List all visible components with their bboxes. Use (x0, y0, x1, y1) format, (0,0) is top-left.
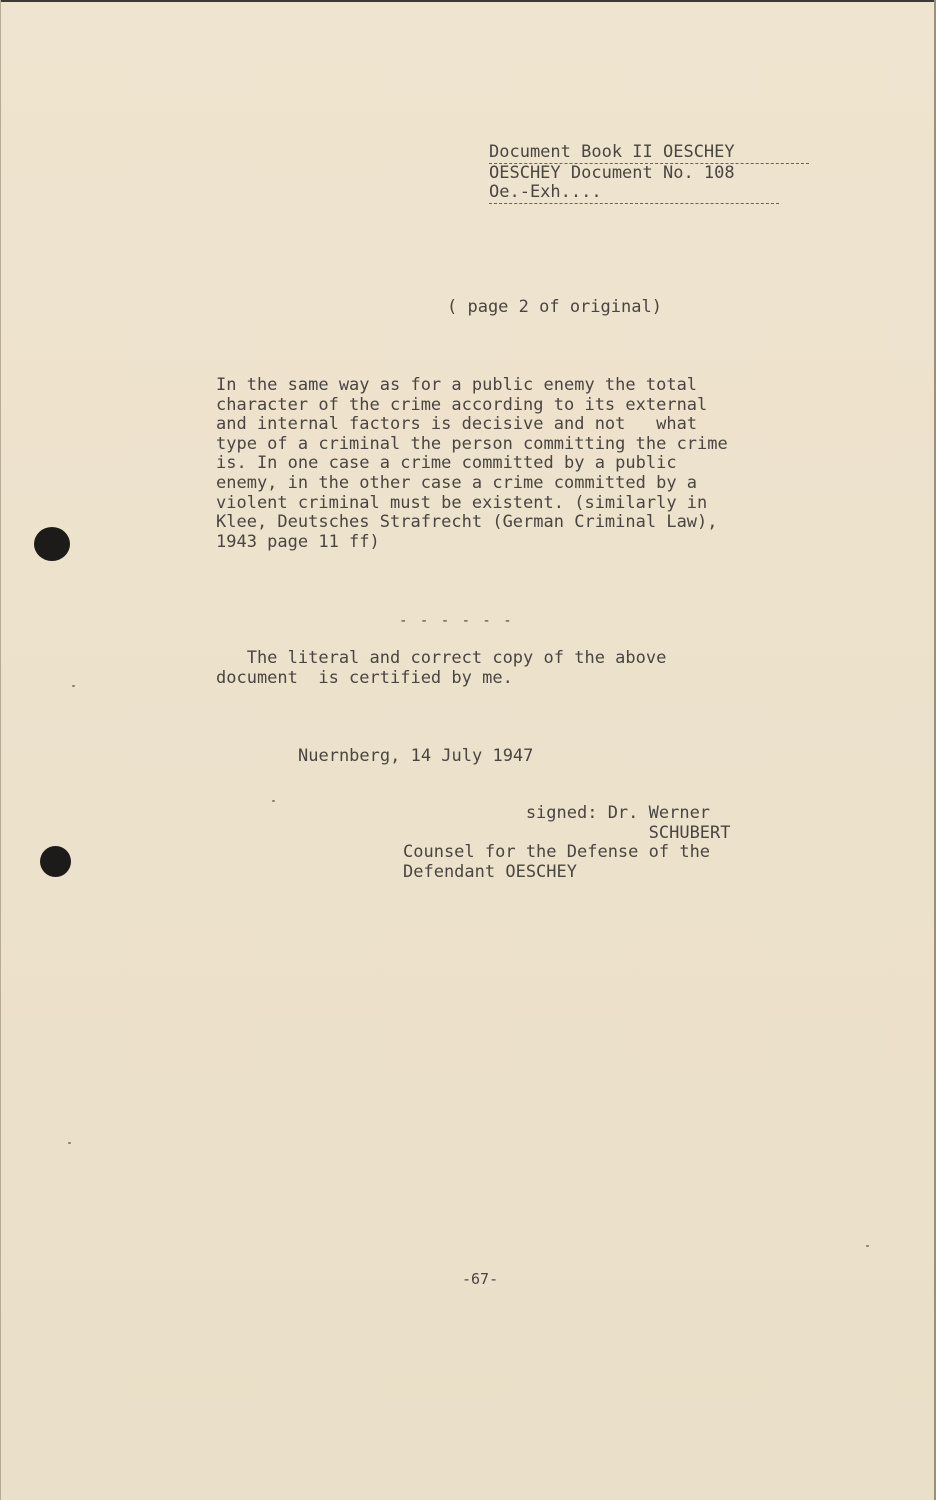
document-header (489, 143, 809, 204)
body-line: character of the crime according to its external (216, 394, 708, 415)
original-page-marker: ( page 2 of original) (447, 297, 662, 317)
certification-line: The literal and correct copy of the above (216, 648, 667, 668)
header-exhibit: Oe.-Exh.... (489, 183, 779, 204)
body-line: In the same way as for a public enemy the total (216, 375, 698, 395)
signature-line: Counsel for the Defense of the (403, 842, 711, 863)
body-line: 1943 page 11 ff) (216, 531, 380, 552)
signature-line: signed: Dr. Werner (403, 803, 711, 823)
place-and-date: Nuernberg, 14 July 1947 (298, 746, 534, 766)
body-line: violent criminal must be existent. (similarly in (216, 492, 708, 513)
body-paragraph (216, 376, 806, 552)
header-document-book: Document Book II OESCHEY (489, 143, 809, 164)
paper-speck (68, 1142, 71, 1144)
body-line: is. In one case a crime committed by a public (216, 453, 677, 474)
page-number: -67- (462, 1270, 499, 1288)
signature-line: SCHUBERT (403, 822, 731, 843)
paper-speck (866, 1245, 869, 1247)
paper-speck (72, 685, 75, 687)
signature-block (403, 804, 803, 882)
body-line: enemy, in the other case a crime committed by a (216, 472, 698, 493)
left-edge (0, 0, 1, 1500)
body-line: Klee, Deutsches Strafrecht (German Criminal Law), (216, 512, 718, 533)
paper-speck (272, 800, 275, 802)
certification-paragraph (216, 649, 776, 688)
body-line: and internal factors is decisive and not what (216, 414, 698, 435)
section-separator: - - - - - - (399, 613, 514, 629)
body-line: type of a criminal the person committing the crime (216, 433, 728, 454)
punch-hole-bottom (40, 846, 71, 877)
header-document-number: OESCHEY Document No. 108 (489, 162, 735, 183)
top-edge (0, 0, 936, 2)
signature-line: Defendant OESCHEY (403, 861, 577, 882)
certification-line: document is certified by me. (216, 667, 513, 688)
punch-hole-top (34, 527, 70, 561)
